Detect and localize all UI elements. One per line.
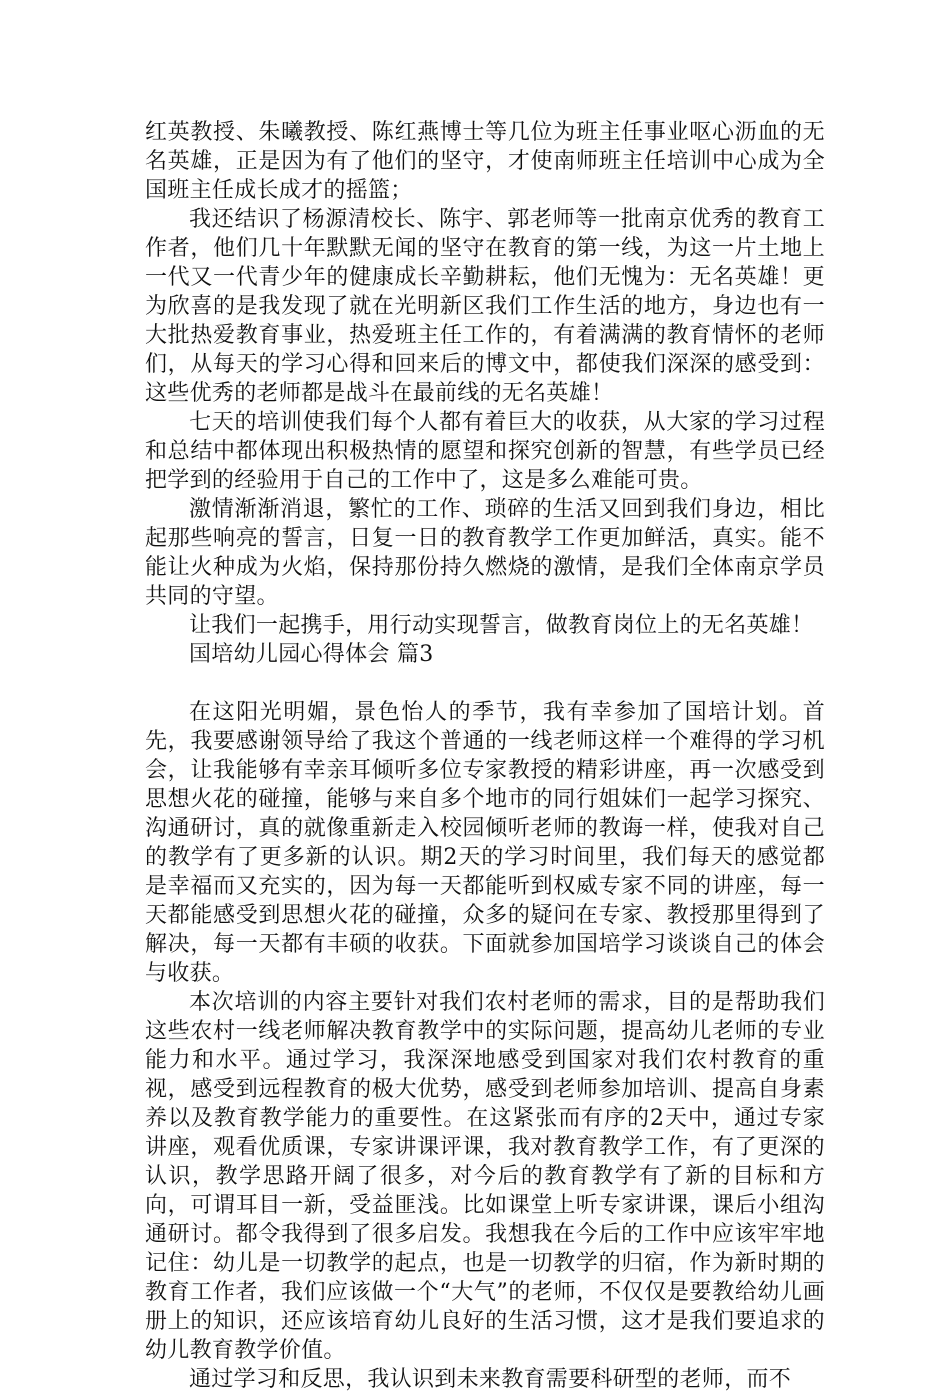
- paragraph-7: 本次培训的内容主要针对我们农村老师的需求，目的是帮助我们这些农村一线老师解决教育教学中的实际问题，提高幼儿老师的专业能力和水平。通过学习，我深深地感受到国家对我们农村教育的重视，感受到远程教育的极大优势，感受到老师参加培训、提高自身素养以及教育教学能力的重要性。在这紧张而有序的2天中，通过专家讲座，观看优质课，专家讲课评课，我对教育教学工作，有了更深的认识，教学思路开阔了很多，对今后的教育教学有了新的目标和方向，可谓耳目一新，受益匪浅。比如课堂上听专家讲课，课后小组沟通研讨。都令我得到了很多启发。我想我在今后的工作中应该牢牢地记住：幼儿是一切教学的起点，也是一切教学的归宿，作为新时期的教育工作者，我们应该做一个“大气”的老师，不仅仅是要教给幼儿画册上的知识，还应该培育幼儿良好的生活习惯，这才是我们要追求的幼儿教育教学价值。: [145, 990, 825, 1363]
- paragraph-2: 我还结识了杨源清校长、陈宇、郭老师等一批南京优秀的教育工作者，他们几十年默默无闻的坚守在教育的第一线，为这一片土地上一代又一代青少年的健康成长辛勤耕耘，他们无愧为：无名英雄！更为欣喜的是我发现了就在光明新区我们工作生活的地方，身边也有一大批热爱教育事业，热爱班主任工作的，有着满满的教育情怀的老师们，从每天的学习心得和回来后的博文中，都使我们深深的感受到：这些优秀的老师都是战斗在最前线的无名英雄！: [145, 207, 825, 406]
- paragraph-3: 七天的培训使我们每个人都有着巨大的收获，从大家的学习过程和总结中都体现出积极热情的愿望和探究创新的智慧，有些学员已经把学到的经验用于自己的工作中了，这是多么难能可贵。: [145, 410, 825, 493]
- blank-line: [145, 669, 825, 698]
- paragraph-6: 在这阳光明媚，景色怡人的季节，我有幸参加了国培计划。首先，我要感谢领导给了我这个普通的一线老师这样一个难得的学习机会，让我能够有幸亲耳倾听多位专家教授的精彩讲座，再一次感受到思想火花的碰撞，能够与来自多个地市的同行姐妹们一起学习探究、沟通研讨，真的就像重新走入校园倾听老师的教诲一样，使我对自己的教学有了更多新的认识。期2天的学习时间里，我们每天的感觉都是幸福而又充实的，因为每一天都能听到权威专家不同的讲座，每一天都能感受到思想火花的碰撞，众多的疑问在专家、教授那里得到了解决，每一天都有丰硕的收获。下面就参加国培学习谈谈自己的体会与收获。: [145, 700, 825, 986]
- paragraph-8: 通过学习和反思，我认识到未来教育需要科研型的老师，而不: [189, 1367, 792, 1392]
- section-heading: 国培幼儿园心得体会 篇3: [189, 642, 434, 667]
- paragraph-5: 让我们一起携手，用行动实现誓言，做教育岗位上的无名英雄！: [189, 613, 814, 638]
- paragraph-4: 激情渐渐消退，繁忙的工作、琐碎的生活又回到我们身边，相比起那些响亮的誓言，日复一日的教育教学工作更加鲜活，真实。能不能让火种成为火焰，保持那份持久燃烧的激情，是我们全体南京学员共同的守望。: [145, 497, 825, 609]
- paragraph-1: 红英教授、朱曦教授、陈红燕博士等几位为班主任事业呕心沥血的无名英雄，正是因为有了他们的坚守，才使南师班主任培训中心成为全国班主任成长成才的摇篮；: [145, 120, 825, 203]
- document-body: [145, 118, 825, 1394]
